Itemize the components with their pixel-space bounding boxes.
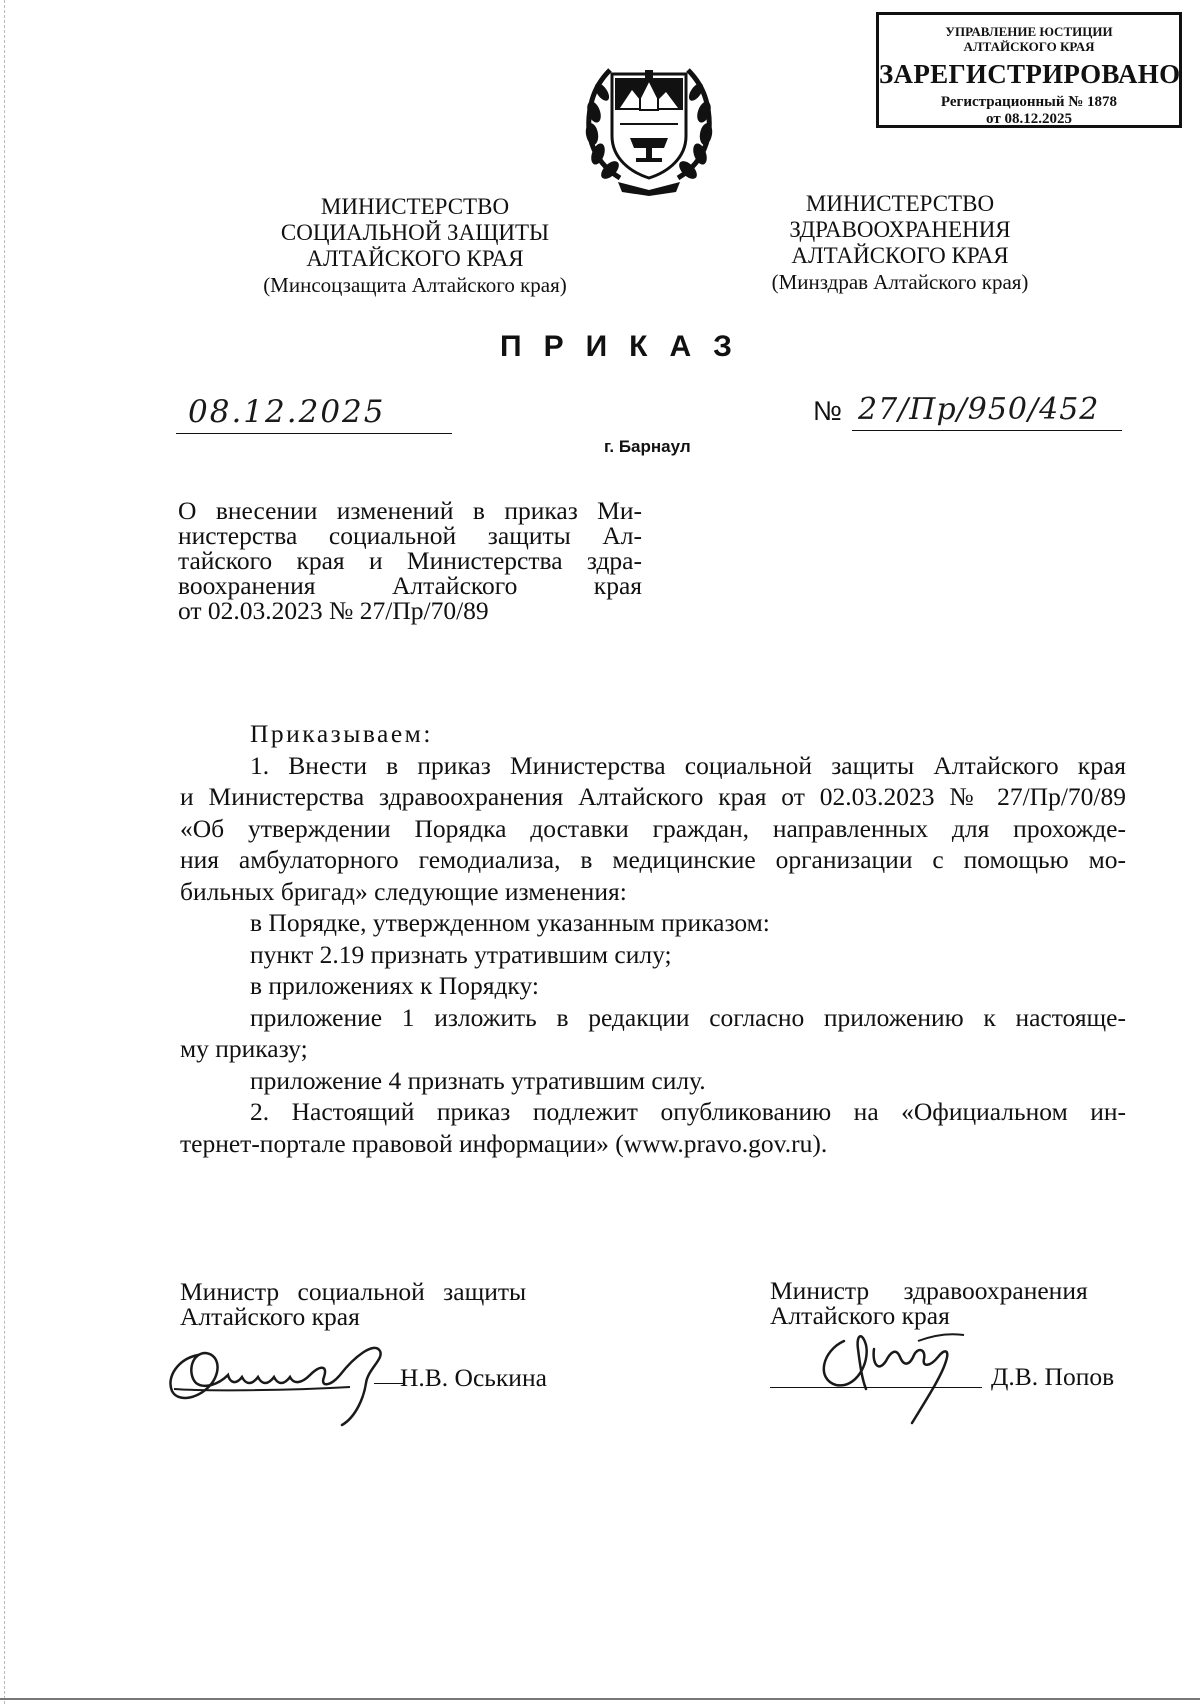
left-handwritten-signature [160,1325,420,1430]
subject-line: от 02.03.2023 № 27/Пр/70/89 [178,596,489,625]
stamp-reg-date: от 08.12.2025 [986,111,1072,128]
date-underline [176,433,452,434]
city: г. Барнаул [604,437,691,456]
body-line: 2. Настоящий приказ подлежит опубликованию на «Официальном ин- [250,1097,1126,1126]
ministry-right-line3: АЛТАЙСКОГО КРАЯ [791,243,1009,268]
subject-line: тайского края и Министерства здра- [178,546,642,575]
body-line: 1. Внести в приказ Министерства социальной защиты Алтайского края [250,750,1126,780]
body-line: в Порядке, утвержденном указанным приказом: [250,908,770,937]
subject-line: О внесении изменений в приказ Ми- [178,496,642,525]
document-type-title: ПРИКАЗ [500,330,754,363]
ministry-left-line3: АЛТАЙСКОГО КРАЯ [306,246,524,271]
stamp-status: ЗАРЕГИСТРИРОВАНО [879,58,1181,89]
right-signature-line [770,1387,982,1388]
ministry-social-protection [215,194,615,298]
body-line: в приложениях к Порядку: [250,971,539,1000]
body-line: приложение 1 изложить в редакции согласно приложению к настояще- [250,1002,1126,1032]
ministry-right-line1: МИНИСТЕРСТВО [805,191,995,216]
body-line: пункт 2.19 признать утратившим силу; [250,939,672,969]
page-bottom-edge [0,1698,1200,1700]
order-date-handwritten: 08.12.2025 [188,394,386,430]
number-underline [852,430,1122,431]
ministry-health [710,191,1090,295]
ministry-left-line1: МИНИСТЕРСТВО [320,194,510,219]
coat-of-arms-icon [580,50,718,196]
ministry-left-short: (Минсоцзащита Алтайского края) [263,273,567,297]
ministry-right-short: (Минздрав Алтайского края) [771,270,1029,294]
stamp-org-line2: АЛТАЙСКОГО КРАЯ [963,38,1095,54]
body-line: бильных бригад» следующие изменения: [180,876,627,906]
ministry-left-line2: СОЦИАЛЬНОЙ ЗАЩИТЫ [280,220,550,245]
registration-stamp [876,12,1182,128]
preamble: Приказываем: [250,719,433,748]
right-signatory-title-line1: Министр здравоохранения [770,1276,1088,1305]
left-signatory-title [180,1279,580,1329]
ministry-right-line2: ЗДРАВООХРАНЕНИЯ [789,217,1011,242]
order-subject [178,498,642,623]
right-handwritten-signature [800,1305,990,1430]
stamp-org-line1: УПРАВЛЕНИЕ ЮСТИЦИИ [945,24,1113,39]
stamp-reg-number: Регистрационный № 1878 [940,93,1118,110]
subject-line: нистерства социальной защиты Ал- [178,521,642,550]
body-line: му приказу; [180,1034,308,1063]
body-line: ния амбулаторного гемодиализа, в медицинские организации с помощью мо- [180,845,1126,874]
order-number-handwritten: 27/Пр/950/452 [858,392,1100,427]
body-line: тернет-портале правовой информации» (www.pravo.gov.ru). [180,1128,828,1158]
number-label: № [813,396,842,426]
left-signatory-name: Н.В. Оськина [400,1363,547,1392]
right-signatory-title-line2: Алтайского края [770,1301,950,1330]
left-signatory-title-line1: Министр социальной защиты [180,1277,527,1306]
body-line: «Об утверждении Порядка доставки граждан, направленных для прохожде- [180,813,1126,843]
right-signatory-name: Д.В. Попов [991,1362,1115,1391]
left-signatory-title-line2: Алтайского края [180,1302,360,1331]
scan-edge [4,0,5,1704]
order-body [180,718,1126,1159]
body-line: и Министерства здравоохранения Алтайского края от 02.03.2023 № 27/Пр/70/89 [180,782,1126,811]
subject-line: воохранения Алтайского края [178,571,642,600]
body-line: приложение 4 признать утратившим силу. [250,1065,706,1095]
